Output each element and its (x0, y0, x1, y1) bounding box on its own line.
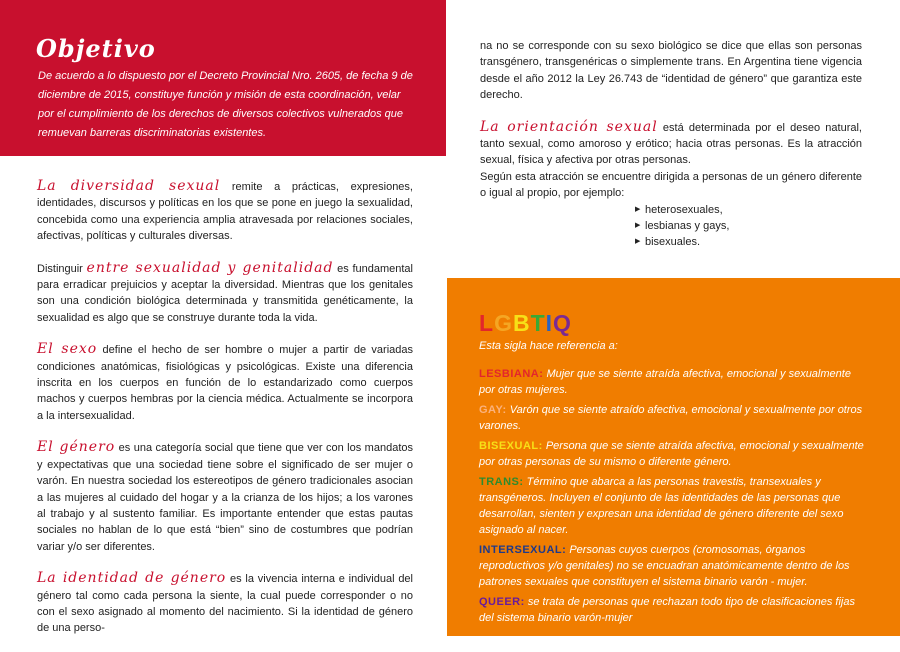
list-item: ▶ bisexuales. (635, 234, 862, 250)
paragraph-trans-continuation: na no se corresponde con su sexo biológico se dice que ellas son personas transgénero, transgenéricas o simplemente trans. En Argentina tiene vigencia desde el año 2012 la Ley 26.743 de “identidad de género” que garantiza este derecho. (480, 40, 862, 102)
letter-q: Q (553, 310, 572, 336)
list-item: ▶ heterosexuales, (635, 202, 862, 218)
term-queer: QUEER: (479, 596, 525, 608)
term-intersexual: INTERSEXUAL: (479, 544, 567, 556)
paragraph-diversidad: La diversidad sexual remite a prácticas, expresiones, identidades, discursos y políticas en los que se pone en juego la sexualidad, concebida como una experiencia amplia atravesada por relaciones sociales, afectivas, políticas y culturales diversas. (37, 178, 413, 243)
paragraph-orientacion: La orientación sexual está determinada por el deseo natural, tanto sexual, como amoroso y erótico; hacia otras personas. Es la atracción sexual, física y afectiva por otras personas. (480, 118, 862, 167)
keyword-sexo: El sexo (37, 341, 98, 358)
lgbtiq-intro: Esta sigla hace referencia a: (479, 340, 618, 352)
definition-trans: TRANS: Término que abarca a las personas travestis, transexuales y transgéneros. Incluyen el conjunto de las identidades de las personas que desarrollan, sienten y expresan una identidad de género diferente del sexo asignado al nacer. (479, 476, 844, 536)
paragraph-identidad-genero: La identidad de género es la vivencia interna e individual del género tal como cada persona la siente, la cual puede corresponder o no con el sexo asignado al momento del nacimiento. Si la identidad de género de una perso- (37, 570, 413, 635)
keyword-diversidad-sexual: La diversidad sexual (37, 178, 221, 194)
letter-t: T (530, 310, 546, 336)
term-bisexual: BISEXUAL: (479, 440, 543, 452)
paragraph-sexualidad-genitalidad: Distinguir entre sexualidad y genitalidad es fundamental para erradicar prejuicios y aceptar la diversidad. Mientras que los genitales son una condición biológica determinada y transmitida genéticamente, la sexualidad es algo que se construye durante toda la vida. (37, 259, 413, 324)
paragraph-atraccion: Según esta atracción se encuentre dirigida a personas de un género diferente o igual al propio, por ejemplo: (480, 170, 862, 200)
lgbtiq-title (479, 310, 572, 337)
term-lesbiana: LESBIANA: (479, 368, 544, 380)
definition-queer: QUEER: se trata de personas que rechazan todo tipo de clasificaciones fijas del sistema binario varón-mujer (479, 596, 855, 624)
definition-lesbiana: LESBIANA: Mujer que se siente atraída afectiva, emocional y sexualmente por otras mujeres. (479, 368, 851, 396)
letter-l: L (479, 310, 495, 336)
objetivo-text: De acuerdo a lo dispuesto por el Decreto Provincial Nro. 2605, de fecha 9 de diciembre de 2015, constituye función y misión de esta coordinación, velar por el cumplimiento de los derechos de diversos colectivos vulnerados que remuevan barreras discriminatorias existentes. (38, 70, 413, 139)
keyword-orientacion-sexual: La orientación sexual (480, 118, 658, 135)
keyword-identidad-genero: La identidad de género (37, 570, 227, 587)
letter-b: B (512, 310, 531, 336)
letter-i: I (545, 310, 554, 336)
objetivo-box (0, 0, 446, 156)
left-column (37, 178, 413, 652)
keyword-genero: El género (37, 439, 116, 456)
right-column (480, 38, 862, 251)
definition-bisexual: BISEXUAL: Persona que se siente atraída afectiva, emocional y sexualmente por otras personas de su mismo o diferente género. (479, 440, 864, 468)
objetivo-title: Objetivo (36, 34, 156, 63)
term-trans: TRANS: (479, 476, 524, 488)
keyword-sexualidad-genitalidad: entre sexualidad y genitalidad (86, 259, 334, 276)
definition-intersexual: INTERSEXUAL: Personas cuyos cuerpos (cromosomas, órganos reproductivos y/o genitales) no se encuadran anatómicamente dentro de los patrones sexuales que constituyen el sistema binario varón - mujer. (479, 544, 850, 588)
term-gay: GAY: (479, 404, 507, 416)
examples-list (480, 202, 862, 251)
definition-gay: GAY: Varón que se siente atraído afectiva, emocional y sexualmente por otros varones. (479, 404, 863, 432)
letter-g: G (494, 310, 513, 336)
paragraph-sexo: El sexo define el hecho de ser hombre o mujer a partir de variadas condiciones anatómicas, fisiológicas y psicológicas. Existe una diferencia inscrita en los cuerpos en función de lo estandarizado como cuerpos machos y cuerpos hembras por la ciencia médica. Actualmente se incorpora a la intersexualidad. (37, 341, 413, 422)
list-item: ▶ lesbianas y gays, (635, 218, 862, 234)
lgbtiq-definitions (479, 366, 869, 630)
paragraph-genero: El género es una categoría social que tiene que ver con los mandatos y expectativas que una sociedad tiene sobre el significado de ser mujer o varón. En nuestra sociedad los estereotipos de género tradicionales asocian a las mujeres al cuidado del hogar y a la crianza de los hijos; a los varones al trabajo y al sustento familiar. Es importante entender que estas pautas sociales no hablan de lo que está “bien” sino de costumbres que podrían variar y/o ser diferentes. (37, 439, 413, 553)
lgbtiq-box (447, 278, 900, 636)
